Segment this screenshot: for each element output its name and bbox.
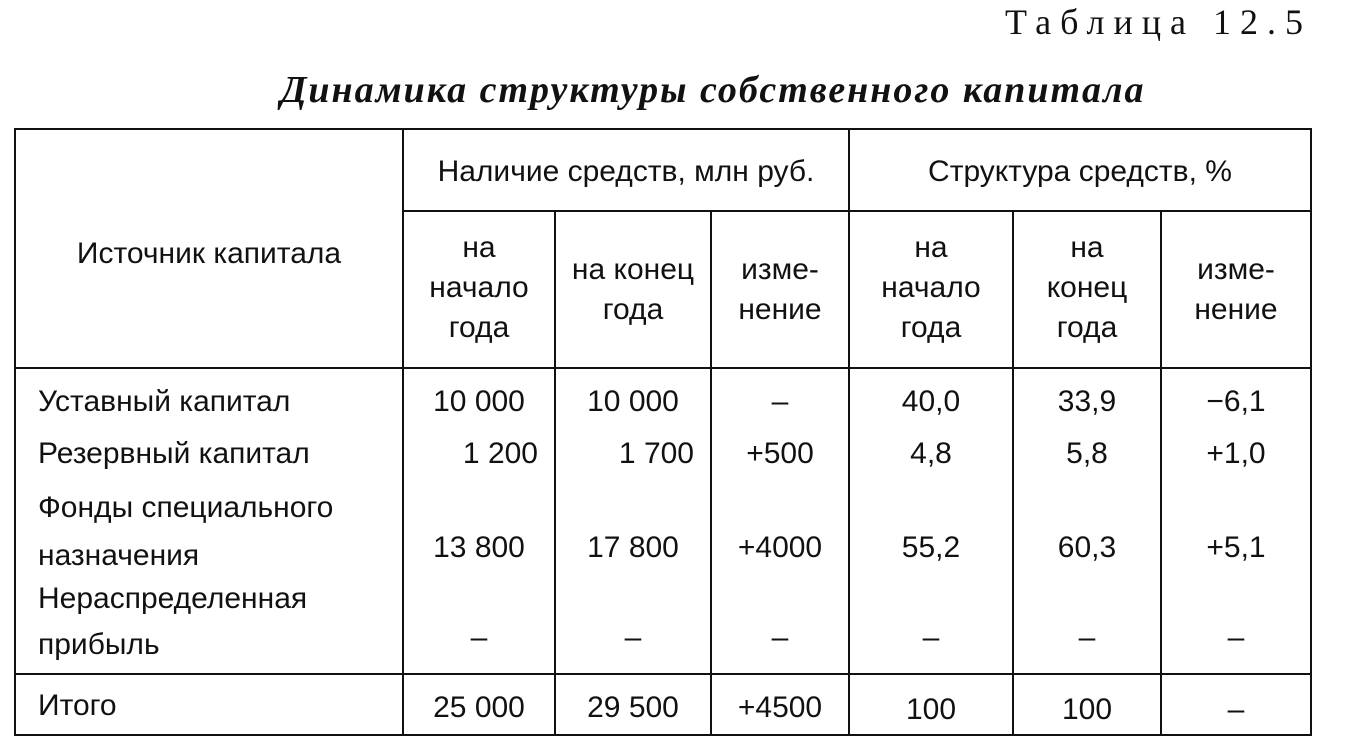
- row-label: [38, 484, 333, 580]
- total-struct-change: –: [1227, 693, 1245, 726]
- row-amount-end: 10 000: [587, 385, 679, 418]
- row-label-line: прибыль: [38, 628, 160, 661]
- row-amount-change: –: [771, 385, 789, 418]
- row-amount-start: 1 200: [462, 437, 538, 470]
- total-struct-start: 100: [905, 693, 957, 726]
- header-line: изме-: [741, 253, 819, 286]
- row-amount-start: –: [470, 621, 488, 654]
- row-label: Уставный капитал: [38, 385, 291, 418]
- row-label-line: назначения: [38, 539, 200, 572]
- header-source: Источник капитала: [76, 237, 342, 270]
- table-title: Динамика структуры собственного капитала: [280, 69, 1146, 111]
- header-struct-change: [1162, 250, 1310, 330]
- rule-h-total: [16, 673, 1310, 675]
- header-line: начало: [881, 271, 981, 304]
- row-label-line: Нераспределенная: [38, 582, 308, 615]
- total-amount-end: 29 500: [587, 691, 679, 724]
- row-struct-end: 5,8: [1066, 437, 1108, 470]
- row-struct-end: 60,3: [1057, 531, 1117, 564]
- row-amount-end: 17 800: [587, 531, 679, 564]
- header-amount-end: [556, 250, 710, 330]
- header-line: нение: [738, 293, 822, 326]
- row-label: [38, 576, 307, 668]
- header-line: на: [914, 231, 948, 264]
- header-line: на конец: [571, 253, 695, 286]
- rule-h-header-bottom: [16, 367, 1310, 369]
- total-amount-start: 25 000: [433, 691, 525, 724]
- row-struct-start: 40,0: [901, 385, 961, 418]
- row-struct-start: –: [922, 621, 940, 654]
- header-line: нение: [1194, 293, 1278, 326]
- header-line: конец: [1046, 271, 1128, 304]
- row-amount-change: +500: [746, 437, 814, 470]
- row-amount-start: 13 800: [433, 531, 525, 564]
- header-line: изме-: [1197, 253, 1275, 286]
- row-struct-end: 33,9: [1057, 385, 1117, 418]
- row-amount-end: 1 700: [618, 437, 694, 470]
- header-line: начало: [429, 271, 529, 304]
- header-group-amounts: Наличие средств, млн руб.: [437, 155, 815, 188]
- total-amount-change: +4500: [737, 691, 823, 724]
- header-line: года: [900, 311, 962, 344]
- row-struct-change: +1,0: [1206, 437, 1266, 470]
- header-amount-start: [404, 228, 554, 348]
- row-label-line: Фонды специального: [38, 491, 334, 524]
- header-line: на: [462, 231, 496, 264]
- header-line: на: [1070, 231, 1104, 264]
- total-label: Итого: [38, 689, 117, 722]
- header-line: года: [1056, 311, 1118, 344]
- total-struct-end: 100: [1061, 693, 1113, 726]
- header-struct-end: [1014, 228, 1160, 348]
- row-struct-start: 4,8: [910, 437, 952, 470]
- header-amount-change: [712, 250, 848, 330]
- table-number: Таблица 12.5: [1005, 2, 1312, 42]
- row-amount-start: 10 000: [433, 385, 525, 418]
- row-struct-end: –: [1078, 621, 1096, 654]
- header-line: года: [602, 293, 664, 326]
- header-struct-start: [850, 228, 1012, 348]
- row-struct-start: 55,2: [901, 531, 961, 564]
- row-amount-change: –: [771, 621, 789, 654]
- capital-structure-table: [14, 128, 1312, 736]
- row-amount-end: –: [624, 621, 642, 654]
- header-group-structure: Структура средств, %: [928, 155, 1232, 188]
- row-struct-change: –: [1227, 621, 1245, 654]
- row-amount-change: +4000: [737, 531, 823, 564]
- row-struct-change: −6,1: [1206, 385, 1266, 418]
- header-line: года: [448, 311, 510, 344]
- row-struct-change: +5,1: [1206, 531, 1266, 564]
- row-label: Резервный капитал: [38, 437, 310, 470]
- rule-h-group-header: [402, 210, 1312, 212]
